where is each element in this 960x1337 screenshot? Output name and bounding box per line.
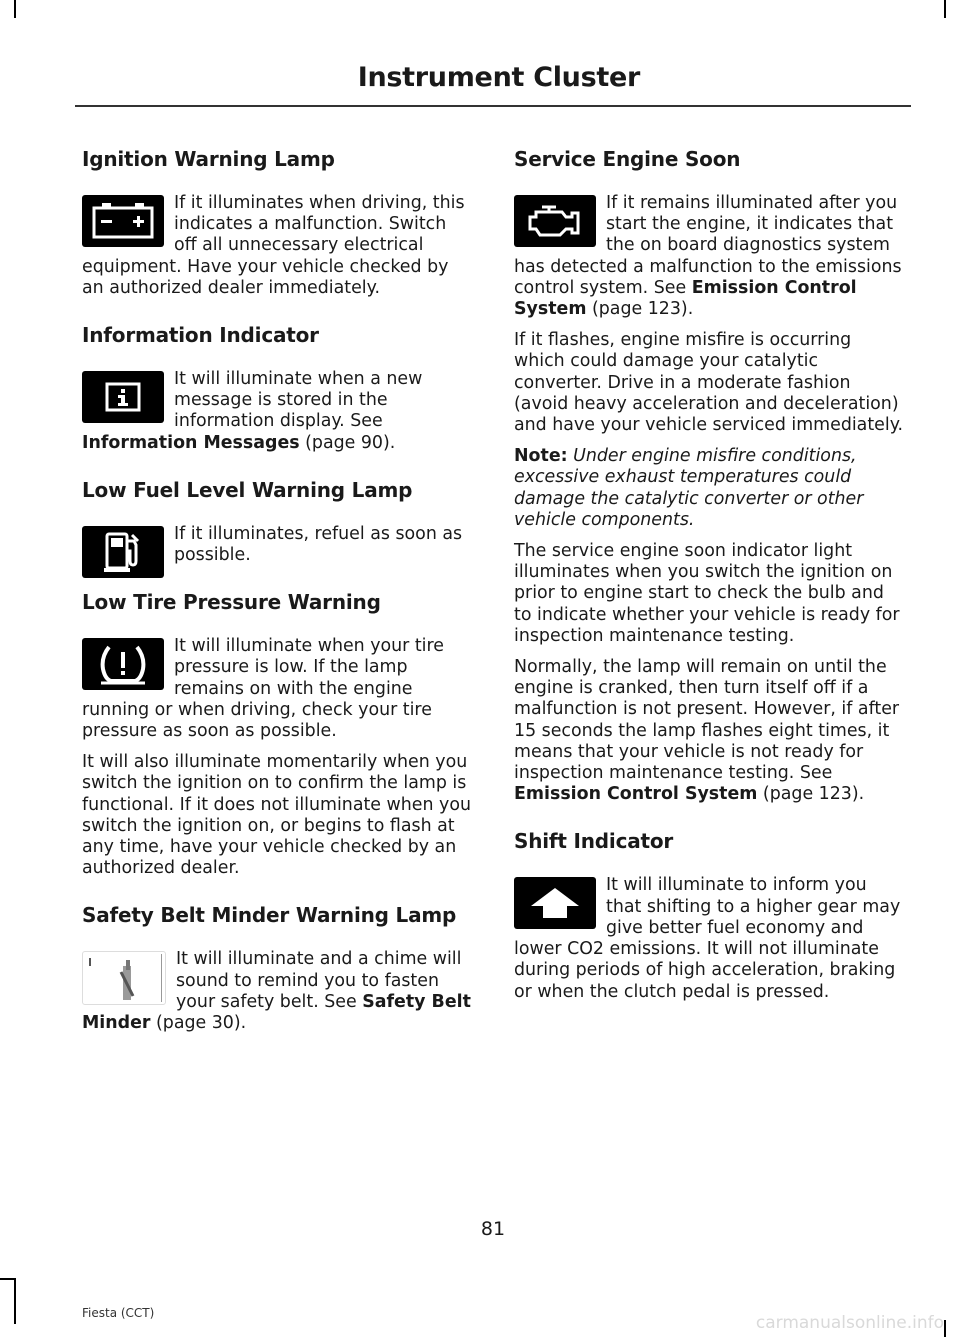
header-divider	[75, 105, 911, 107]
text-segment: (page 30).	[150, 1013, 247, 1034]
section-heading: Ignition Warning Lamp	[82, 147, 335, 171]
left-column	[82, 145, 474, 1056]
crop-mark-top-right-vertical	[944, 0, 946, 18]
note-label: Note:	[514, 446, 568, 467]
section-heading: Safety Belt Minder Warning Lamp	[82, 903, 457, 928]
section-low-fuel	[82, 476, 474, 566]
information-icon	[82, 371, 164, 423]
section-information-indicator	[82, 321, 474, 454]
section-text: It will illuminate to inform you that shifting to a higher gear may give better fuel economy and lower CO2 emissions. It will not illuminate during periods of high acceleration, braking or when the clutch pedal is pressed.	[514, 875, 901, 1002]
text-segment: If it remains illuminated after you start the engine, it indicates that the on board diagnostics system has detected a malfunction to the emissions control system. See	[514, 193, 902, 298]
seatbelt-icon	[82, 951, 166, 1005]
page-number: 81	[480, 1218, 506, 1240]
section-ignition-warning	[82, 145, 474, 299]
section-heading: Low Tire Pressure Warning	[82, 590, 381, 615]
section-text	[514, 657, 906, 805]
text-segment: It will illuminate when a new message is stored in the information display. See	[174, 369, 423, 432]
battery-icon	[82, 195, 164, 247]
section-text: If it flashes, engine misfire is occurring which could damage your catalytic converter. Drive in a moderate fashion (avoid heavy acceleration and deceleration) and have your vehicle serviced immediately.	[514, 330, 904, 436]
note-body: Under engine misfire conditions, excessive exhaust temperatures could damage the catalytic converter or other vehicle components.	[514, 446, 864, 530]
engine-icon	[514, 195, 596, 247]
fuel-pump-icon	[82, 526, 164, 578]
note-text	[514, 446, 906, 531]
text-segment: It will illuminate and a chime will sound to remind you to fasten your safety belt. See	[176, 949, 462, 1012]
text-segment: Normally, the lamp will remain on until the engine is cranked, then turn itself off if a malfunction is not present. However, if after 15 seconds the lamp flashes eight times, it means that your vehicle is not ready for inspection maintenance testing. See	[514, 657, 900, 784]
crop-mark-top-left-vertical	[14, 0, 16, 18]
section-low-tire-pressure	[82, 588, 474, 879]
section-heading: Information Indicator	[82, 323, 319, 348]
cross-reference-link[interactable]: Information Messages	[82, 432, 300, 453]
right-column	[514, 145, 906, 1025]
page-title: Instrument Cluster	[357, 62, 640, 93]
crop-mark-bottom-left-vertical	[14, 1278, 16, 1324]
cross-reference-link[interactable]: Emission Control System	[514, 784, 758, 805]
section-text: If it illuminates, refuel as soon as possible.	[174, 523, 463, 566]
section-shift-indicator	[514, 827, 906, 1002]
footer-model: Fiesta (CCT)	[82, 1306, 155, 1320]
text-segment: (page 123).	[586, 299, 694, 320]
section-text: It will illuminate when your tire pressure is low. If the lamp remains on with the engine running or when driving, check your tire pressure as soon as possible.	[82, 636, 444, 742]
watermark: carmanualsonline.info	[755, 1313, 944, 1333]
shift-up-arrow-icon	[514, 877, 596, 929]
crop-mark-bottom-right	[944, 1320, 946, 1337]
section-text: It will also illuminate momentarily when you switch the ignition on to confirm the lamp is functional. If it does not illuminate when you switch the ignition on, or begins to flash at any time, have your vehicle checked by an authorized dealer.	[82, 752, 471, 879]
section-heading: Low Fuel Level Warning Lamp	[82, 477, 413, 502]
section-safety-belt-minder	[82, 901, 474, 1034]
section-heading: Service Engine Soon	[514, 147, 741, 171]
cross-reference-link[interactable]: Safety Belt Minder	[82, 991, 471, 1034]
tire-pressure-icon	[82, 638, 164, 690]
section-service-engine-soon	[514, 145, 906, 805]
cross-reference-link[interactable]: Emission Control System	[514, 277, 857, 320]
section-heading: Shift Indicator	[514, 829, 674, 854]
text-segment: (page 123).	[757, 784, 865, 805]
text-segment: (page 90).	[299, 432, 396, 453]
section-text: The service engine soon indicator light illuminates when you switch the ignition on prior to engine start to check the bulb and to indicate whether your vehicle is ready for inspection maintenance testing.	[514, 541, 900, 646]
section-text: If it illuminates when driving, this indicates a malfunction. Switch off all unnecessary electrical equipment. Have your vehicle checked by an authorized dealer immediately.	[82, 193, 465, 298]
